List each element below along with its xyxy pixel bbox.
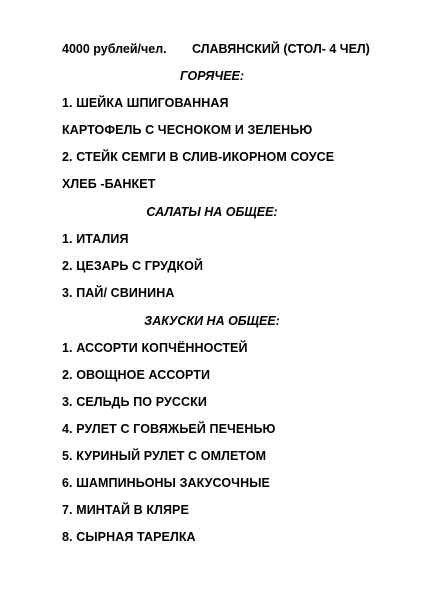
menu-item-snack: 5. КУРИНЫЙ РУЛЕТ С ОМЛЕТОМ xyxy=(62,449,267,463)
restaurant-table-info: СЛАВЯНСКИЙ (СТОЛ- 4 ЧЕЛ) xyxy=(192,42,370,56)
section-title-snacks: ЗАКУСКИ НА ОБЩЕЕ: xyxy=(144,314,280,328)
menu-item-snack: 2. ОВОЩНОЕ АССОРТИ xyxy=(62,368,211,382)
section-title-salads: САЛАТЫ НА ОБЩЕЕ: xyxy=(146,205,278,219)
menu-item-snack: 4. РУЛЕТ С ГОВЯЖЬЕЙ ПЕЧЕНЬЮ xyxy=(62,422,276,436)
menu-item-hot: 1. ШЕЙКА ШПИГОВАННАЯ xyxy=(62,96,229,110)
menu-item-hot: 2. СТЕЙК СЕМГИ В СЛИВ-ИКОРНОМ СОУСЕ xyxy=(62,150,335,164)
menu-item-salad: 2. ЦЕЗАРЬ С ГРУДКОЙ xyxy=(62,259,204,273)
menu-item-hot: ХЛЕБ -БАНКЕТ xyxy=(62,177,156,191)
price-per-person: 4000 рублей/чел. xyxy=(62,42,167,56)
menu-item-salad: 3. ПАЙ/ СВИНИНА xyxy=(62,286,175,300)
menu-item-snack: 3. СЕЛЬДЬ ПО РУССКИ xyxy=(62,395,207,409)
section-title-hot: ГОРЯЧЕЕ: xyxy=(179,69,245,83)
menu-item-snack: 8. СЫРНАЯ ТАРЕЛКА xyxy=(62,530,196,544)
menu-item-snack: 1. АССОРТИ КОПЧЁННОСТЕЙ xyxy=(62,341,248,355)
menu-item-snack: 6. ШАМПИНЬОНЫ ЗАКУСОЧНЫЕ xyxy=(62,476,270,490)
menu-item-snack: 7. МИНТАЙ В КЛЯРЕ xyxy=(62,503,189,517)
menu-item-hot: КАРТОФЕЛЬ С ЧЕСНОКОМ И ЗЕЛЕНЬЮ xyxy=(62,123,313,137)
menu-item-salad: 1. ИТАЛИЯ xyxy=(62,232,129,246)
